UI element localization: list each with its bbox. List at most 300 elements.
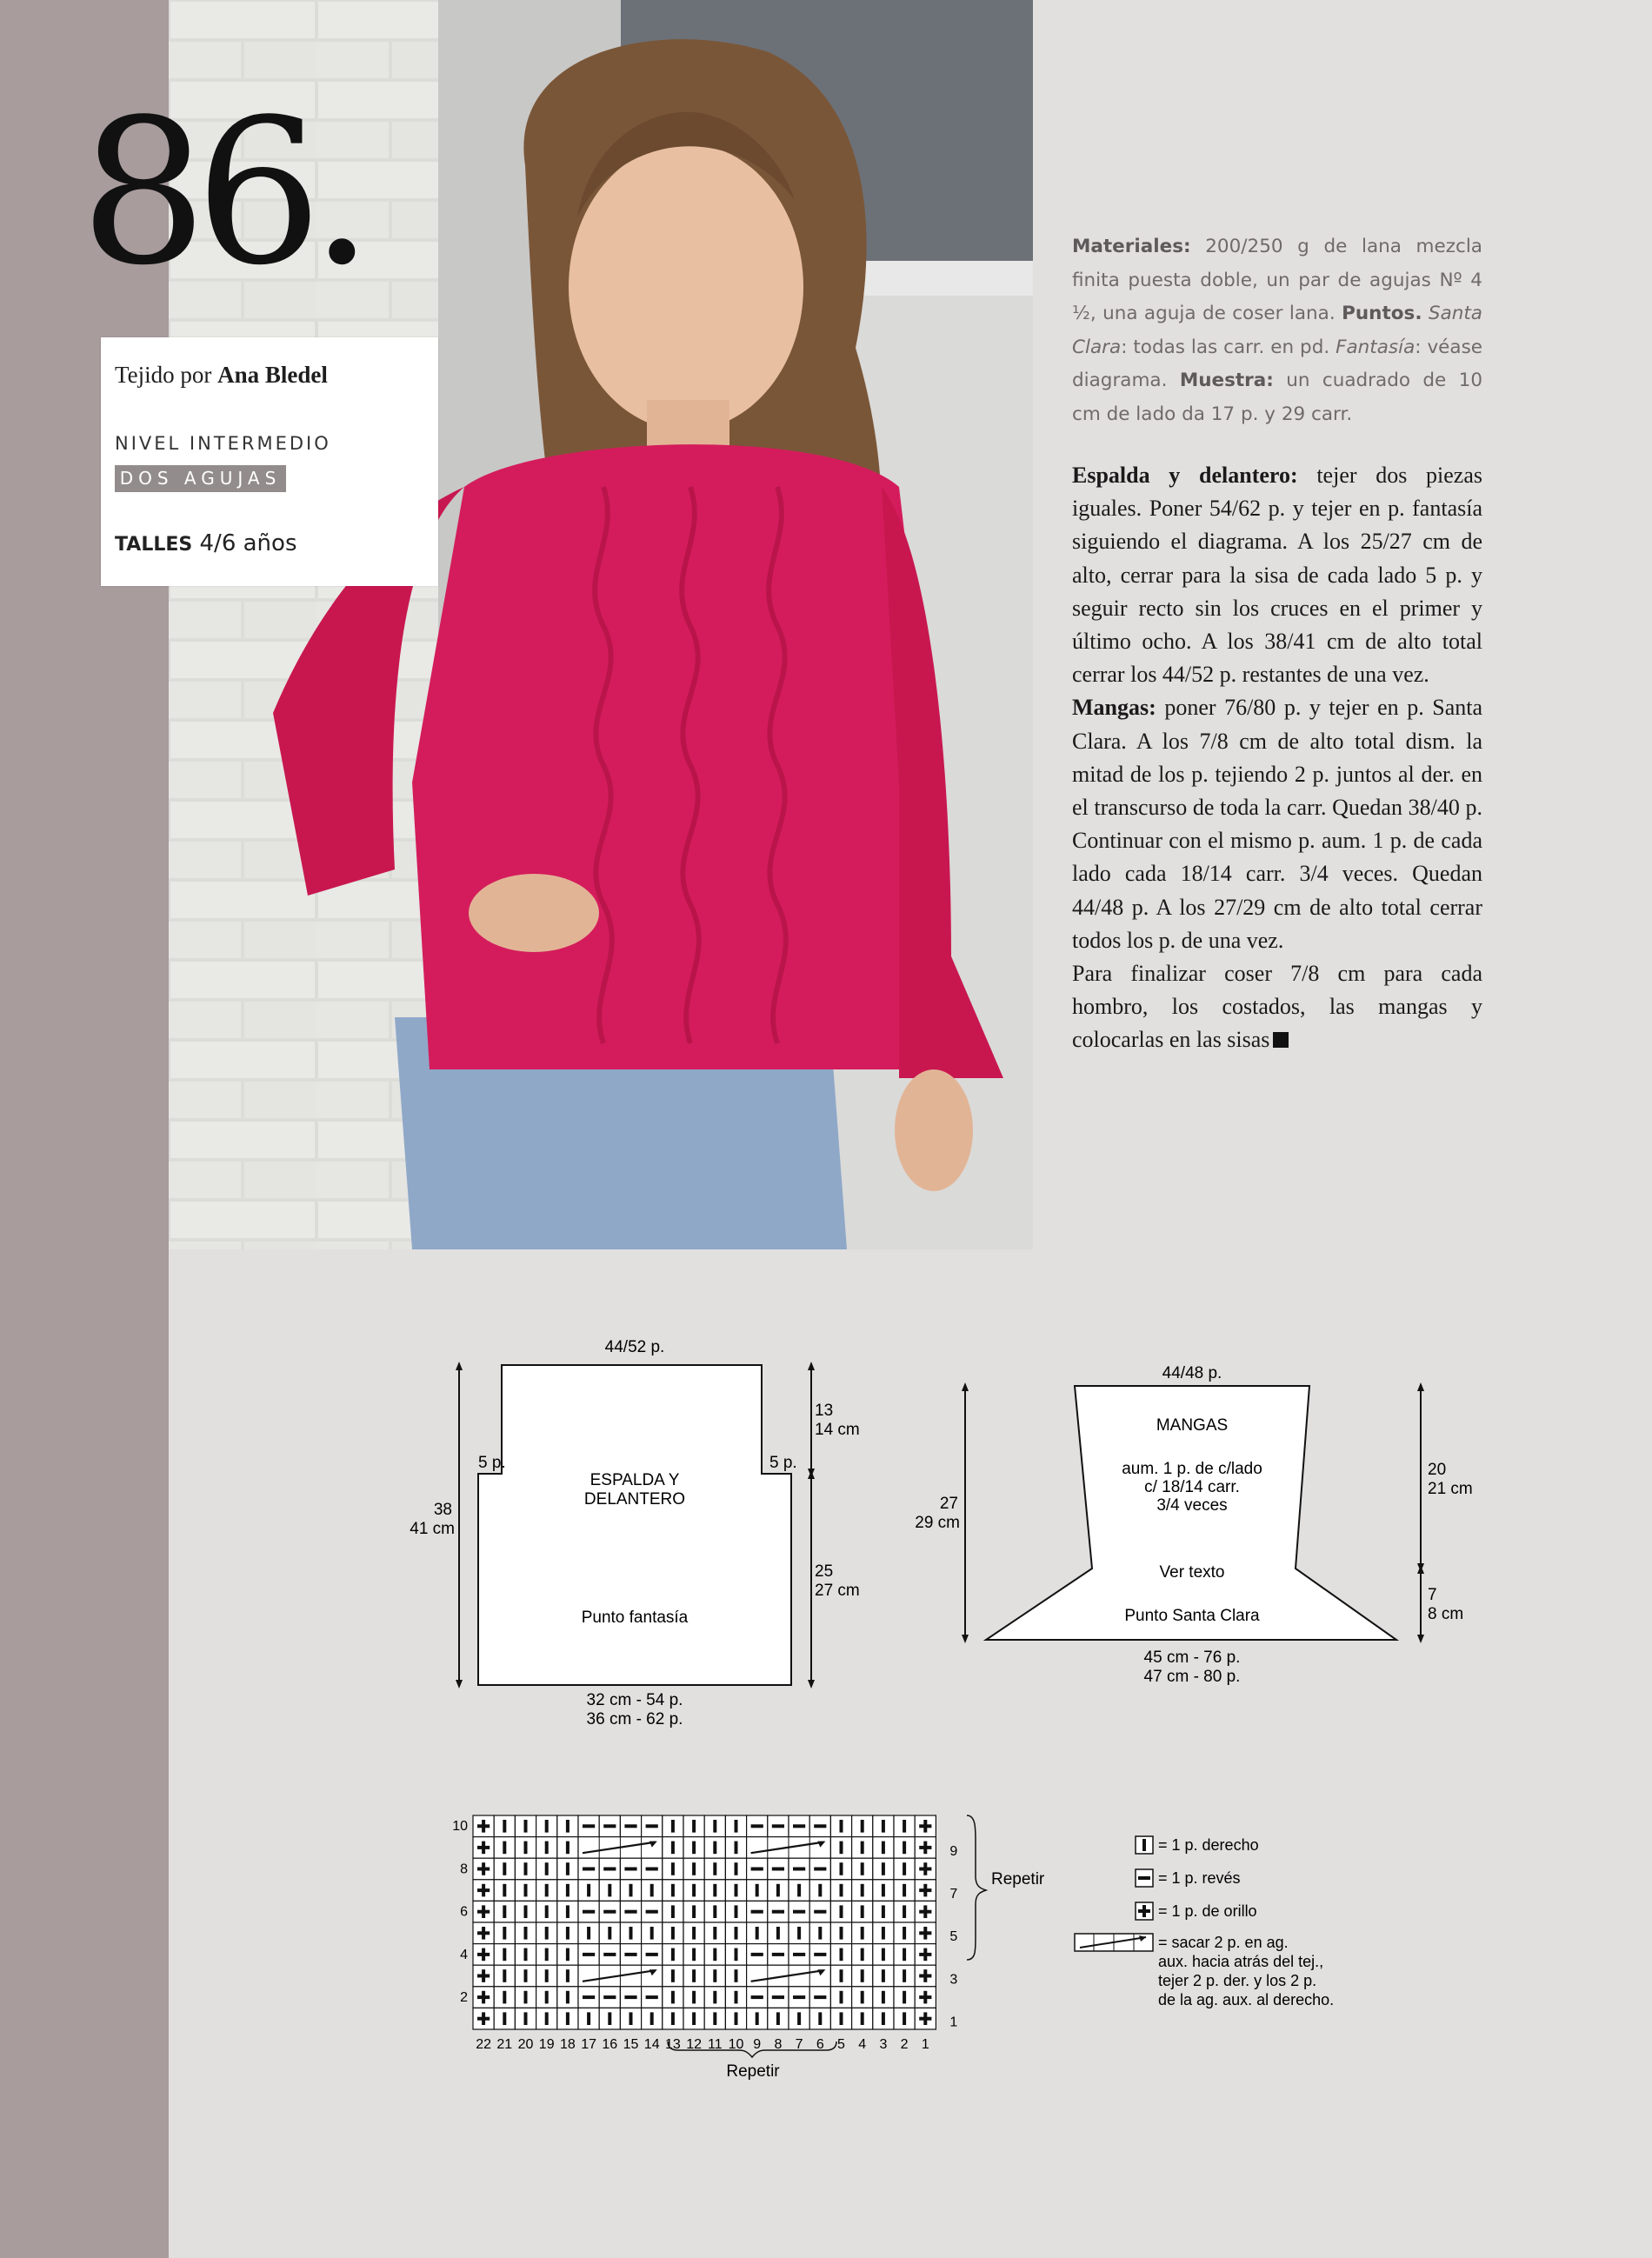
knit-cell: [536, 2008, 557, 2029]
knit-cell: [830, 1901, 851, 1922]
knit-cell: [515, 1944, 536, 1966]
legend-cable-4: de la ag. aux. al derecho.: [1158, 1991, 1335, 2008]
row-label-right: 5: [949, 1929, 958, 1945]
edge-stitch-cell: [915, 1815, 936, 1837]
knit-cell: [789, 1922, 809, 1944]
chart-legend: [1069, 1826, 1435, 2026]
purl-cell: [578, 1815, 599, 1837]
knit-cell: [873, 2008, 894, 2029]
sizes-value: 4/6 años: [199, 530, 297, 556]
knit-cell: [894, 1901, 915, 1922]
purl-cell: [809, 1858, 830, 1880]
info-box: [101, 337, 438, 586]
knit-cell: [873, 1858, 894, 1880]
knit-cell: [494, 2008, 515, 2029]
knit-cell: [494, 1965, 515, 1987]
col-label: 5: [837, 2037, 845, 2052]
knit-cell: [725, 1880, 746, 1902]
materials-text: [1072, 230, 1482, 431]
sleeve-see-text: Ver texto: [1159, 1563, 1225, 1582]
knit-cell: [663, 1901, 683, 1922]
knit-cell: [789, 2008, 809, 2029]
difficulty-level: NIVEL INTERMEDIO: [115, 433, 331, 454]
knit-cell: [557, 1880, 578, 1902]
sleeve-bottom-2: 47 cm - 80 p.: [1143, 1668, 1241, 1686]
knit-cell: [873, 1965, 894, 1987]
body-lower-2: 27 cm: [815, 1582, 860, 1600]
espalda-label: Espalda y delantero:: [1072, 463, 1298, 488]
knit-cell: [704, 2008, 725, 2029]
knit-cell: [873, 1922, 894, 1944]
col-label: 19: [538, 2037, 555, 2052]
instructions: [1072, 459, 1482, 1057]
sizes-label: TALLES: [115, 534, 193, 556]
knit-cell: [515, 1965, 536, 1987]
legend-cable-1: = sacar 2 p. en ag.: [1158, 1934, 1289, 1951]
knit-cell: [894, 1944, 915, 1966]
purl-cell: [578, 1901, 599, 1922]
knit-cell: [663, 1965, 683, 1987]
chart-right-labels: [949, 1844, 957, 2030]
knit-cell: [557, 2008, 578, 2029]
knit-cell: [830, 1815, 851, 1837]
purl-cell: [599, 1987, 620, 2008]
knit-cell: [704, 1922, 725, 1944]
knit-cell: [873, 1880, 894, 1902]
knit-cell: [747, 1880, 768, 1902]
edge-stitch-cell: [915, 1837, 936, 1859]
row-label-left: 6: [460, 1904, 468, 1920]
knit-cell: [768, 1922, 789, 1944]
mangas-paragraph: [1072, 691, 1482, 957]
knit-cell: [642, 1880, 663, 1902]
knit-cell: [683, 1815, 704, 1837]
col-label: 3: [879, 2037, 888, 2052]
purl-cell: [768, 1944, 789, 1966]
knit-cell: [557, 1922, 578, 1944]
knit-cell: [704, 1815, 725, 1837]
purl-cell: [620, 1901, 641, 1922]
byline: [115, 362, 328, 389]
edge-stitch-cell: [473, 1965, 494, 1987]
knit-cell: [852, 2008, 873, 2029]
knit-cell: [515, 2008, 536, 2029]
sleeve-upper-2: 21 cm: [1428, 1480, 1473, 1498]
end-square-icon: [1273, 1032, 1289, 1048]
edge-stitch-cell: [473, 1858, 494, 1880]
body-bottom-2: 36 cm - 62 p.: [586, 1710, 683, 1728]
cable-cell: [747, 1837, 831, 1859]
legend-purl: [1136, 1869, 1241, 1887]
body-left-notch: 5 p.: [478, 1454, 506, 1472]
col-label: 20: [517, 2037, 534, 2052]
knit-cell: [830, 1944, 851, 1966]
knit-cell: [852, 1922, 873, 1944]
designer-name: Ana Bledel: [217, 362, 328, 388]
edge-stitch-cell: [473, 1987, 494, 2008]
knit-cell: [704, 1837, 725, 1859]
sleeve-inc-2: c/ 18/14 carr.: [1144, 1478, 1240, 1496]
knit-cell: [642, 1922, 663, 1944]
purl-cell: [599, 1944, 620, 1966]
body-lower-1: 25: [815, 1562, 834, 1581]
knit-cell: [873, 1901, 894, 1922]
knit-cell: [852, 1901, 873, 1922]
purl-cell: [768, 1858, 789, 1880]
cable-cell: [747, 1965, 831, 1987]
knit-cell: [894, 1987, 915, 2008]
col-label: 22: [476, 2037, 491, 2052]
knit-cell: [704, 1880, 725, 1902]
sleeve-lower-2: 8 cm: [1428, 1605, 1464, 1623]
knit-cell: [663, 1922, 683, 1944]
edge-stitch-cell: [473, 1901, 494, 1922]
col-label: 17: [581, 2037, 596, 2052]
edge-stitch-cell: [915, 2008, 936, 2029]
knit-cell: [536, 1965, 557, 1987]
knit-cell: [725, 1815, 746, 1837]
purl-cell: [809, 1815, 830, 1837]
knit-cell: [578, 2008, 599, 2029]
legend-cable-2: aux. hacia atrás del tej.,: [1158, 1953, 1324, 1970]
legend-edge-text: = 1 p. de orillo: [1158, 1902, 1257, 1920]
purl-cell: [599, 1901, 620, 1922]
knit-cell: [683, 1858, 704, 1880]
purl-cell: [768, 1901, 789, 1922]
sleeve-total-2: 29 cm: [915, 1514, 960, 1532]
knit-cell: [620, 2008, 641, 2029]
knit-cell: [536, 1944, 557, 1966]
row-repeat-brace: [967, 1815, 986, 1960]
legend-knit: [1136, 1836, 1259, 1854]
purl-cell: [789, 1987, 809, 2008]
knit-cell: [494, 1880, 515, 1902]
legend-cable-3: tejer 2 p. der. y los 2 p.: [1158, 1972, 1317, 1989]
knit-cell: [515, 1837, 536, 1859]
knit-cell: [663, 1880, 683, 1902]
knit-cell: [620, 1880, 641, 1902]
row-label-right: 9: [949, 1843, 958, 1859]
purl-cell: [768, 1987, 789, 2008]
purl-cell: [789, 1858, 809, 1880]
body-height-2: 41 cm: [410, 1520, 455, 1538]
knit-cell: [873, 1987, 894, 2008]
sleeve-title: MANGAS: [1156, 1416, 1229, 1435]
knit-cell: [683, 1880, 704, 1902]
knit-cell: [725, 2008, 746, 2029]
knit-cell: [683, 1901, 704, 1922]
knit-cell: [536, 1987, 557, 2008]
knit-cell: [894, 2008, 915, 2029]
knit-cell: [894, 1922, 915, 1944]
knit-cell: [557, 1965, 578, 1987]
knit-cell: [663, 1944, 683, 1966]
body-title-1: ESPALDA Y: [590, 1471, 680, 1489]
materiales-text: 200/250 g de lana mezcla finita puesta doble, un par de agujas Nº 4 ½, una aguja de coser lana.: [1072, 236, 1482, 324]
legend-knit-text: = 1 p. derecho: [1158, 1836, 1259, 1854]
knit-cell: [873, 1944, 894, 1966]
sizes: [115, 530, 297, 556]
knit-cell: [620, 1922, 641, 1944]
purl-cell: [620, 1987, 641, 2008]
knit-cell: [683, 1987, 704, 2008]
knit-cell: [557, 1901, 578, 1922]
knit-cell: [494, 1944, 515, 1966]
edge-stitch-cell: [915, 1922, 936, 1944]
knit-cell: [704, 1901, 725, 1922]
edge-stitch-cell: [915, 1880, 936, 1902]
knit-cell: [873, 1837, 894, 1859]
cable-cell: [578, 1837, 663, 1859]
knit-cell: [536, 1815, 557, 1837]
knit-cell: [894, 1880, 915, 1902]
knit-cell: [830, 1880, 851, 1902]
knit-cell: [642, 2008, 663, 2029]
col-label: 9: [753, 2037, 762, 2052]
knit-cell: [725, 1901, 746, 1922]
knit-cell: [725, 1922, 746, 1944]
knit-cell: [852, 1837, 873, 1859]
sleeve-top-width: 44/48 p.: [1162, 1364, 1222, 1382]
sleeve-inc-3: 3/4 veces: [1156, 1496, 1228, 1515]
knit-cell: [578, 1922, 599, 1944]
purl-cell: [578, 1987, 599, 2008]
knit-cell: [515, 1901, 536, 1922]
knit-cell: [494, 1837, 515, 1859]
body-title-2: DELANTERO: [583, 1490, 686, 1509]
knit-cell: [494, 1922, 515, 1944]
knit-cell: [683, 1837, 704, 1859]
purl-cell: [599, 1815, 620, 1837]
knit-cell: [515, 1922, 536, 1944]
knit-cell: [663, 1858, 683, 1880]
knit-cell: [894, 1837, 915, 1859]
knit-cell: [663, 1837, 683, 1859]
knit-cell: [663, 1987, 683, 2008]
knit-cell: [536, 1922, 557, 1944]
sleeve-lower-1: 7: [1428, 1586, 1437, 1604]
knit-cell: [725, 1944, 746, 1966]
knit-cell: [704, 1987, 725, 2008]
knit-cell: [599, 1922, 620, 1944]
edge-stitch-cell: [915, 1901, 936, 1922]
knit-cell: [873, 1815, 894, 1837]
row-label-left: 8: [460, 1862, 468, 1877]
knit-cell: [747, 2008, 768, 2029]
purl-cell: [642, 1815, 663, 1837]
edge-stitch-cell: [915, 1858, 936, 1880]
knit-cell: [809, 2008, 830, 2029]
purl-cell: [620, 1944, 641, 1966]
edge-stitch-cell: [473, 1944, 494, 1966]
knit-cell: [725, 1837, 746, 1859]
knit-cell: [536, 1901, 557, 1922]
purl-cell: [789, 1944, 809, 1966]
santa-clara-text: : todas las carr. en pd.: [1121, 336, 1330, 358]
col-label: 7: [795, 2037, 803, 2052]
knit-cell: [704, 1965, 725, 1987]
col-label: 16: [602, 2037, 618, 2052]
row-label-left: 2: [460, 1990, 468, 2006]
knit-cell: [768, 1880, 789, 1902]
edge-stitch-cell: [915, 1965, 936, 1987]
col-label: 1: [921, 2037, 929, 2052]
knit-cell: [894, 1858, 915, 1880]
col-label: 12: [686, 2037, 702, 2052]
knit-cell: [557, 1858, 578, 1880]
knit-cell: [663, 2008, 683, 2029]
muestra-label: Muestra:: [1179, 370, 1274, 391]
puntos-label: Puntos.: [1342, 303, 1422, 324]
knit-cell: [830, 1837, 851, 1859]
purl-cell: [809, 1944, 830, 1966]
knit-cell: [536, 1837, 557, 1859]
purl-cell: [620, 1858, 641, 1880]
chart-left-labels: [452, 1819, 468, 2005]
col-label: 11: [707, 2037, 723, 2052]
santa-clara-label: Santa Clara: [1072, 303, 1482, 358]
legend-cable: [1075, 1934, 1334, 2008]
col-label: 4: [858, 2037, 867, 2052]
purl-cell: [747, 1858, 768, 1880]
purl-cell: [642, 1858, 663, 1880]
sleeve-total-1: 27: [939, 1495, 958, 1513]
body-height-1: 38: [433, 1501, 452, 1519]
edge-stitch-cell: [915, 1987, 936, 2008]
purl-cell: [747, 1944, 768, 1966]
sleeve-inc-1: aum. 1 p. de c/lado: [1122, 1460, 1262, 1478]
knit-cell: [894, 1815, 915, 1837]
cable-cell: [578, 1965, 663, 1987]
muestra-text: un cuadrado de 10 cm de lado da 17 p. y 29 carr.: [1072, 370, 1482, 425]
knit-cell: [852, 1880, 873, 1902]
stitch-chart: [443, 1807, 1052, 2094]
body-stitch: Punto fantasía: [581, 1609, 689, 1627]
col-label: 8: [774, 2037, 783, 2052]
row-label-right: 1: [949, 2015, 958, 2030]
knit-cell: [768, 2008, 789, 2029]
knit-cell: [557, 1815, 578, 1837]
col-label: 10: [728, 2037, 744, 2052]
technique-badge: DOS AGUJAS: [115, 465, 286, 492]
knit-cell: [536, 1880, 557, 1902]
knit-cell: [494, 1901, 515, 1922]
purl-cell: [747, 1901, 768, 1922]
edge-stitch-cell: [473, 2008, 494, 2029]
knit-cell: [494, 1815, 515, 1837]
col-label: 15: [623, 2037, 639, 2052]
knit-cell: [557, 1987, 578, 2008]
purl-cell: [747, 1815, 768, 1837]
sleeve-upper-1: 20: [1428, 1461, 1447, 1479]
espalda-paragraph: [1072, 459, 1482, 691]
knit-cell: [683, 1944, 704, 1966]
purl-cell: [642, 1901, 663, 1922]
purl-cell: [642, 1944, 663, 1966]
knit-cell: [830, 1858, 851, 1880]
sleeve-bottom-1: 45 cm - 76 p.: [1143, 1649, 1241, 1667]
purl-cell: [768, 1815, 789, 1837]
knit-cell: [515, 1815, 536, 1837]
knit-cell: [557, 1944, 578, 1966]
edge-stitch-cell: [473, 1880, 494, 1902]
knit-cell: [852, 1944, 873, 1966]
knit-cell: [578, 1880, 599, 1902]
knit-cell: [515, 1858, 536, 1880]
knit-cell: [683, 1922, 704, 1944]
knit-cell: [494, 1858, 515, 1880]
knit-cell: [852, 1965, 873, 1987]
knit-cell: [725, 1987, 746, 2008]
knit-cell: [704, 1944, 725, 1966]
purl-cell: [747, 1987, 768, 2008]
body-top-width: 44/52 p.: [604, 1338, 665, 1356]
espalda-text: tejer dos piezas iguales. Poner 54/62 p. y tejer en p. fantasía siguiendo el diagrama. A los 25/27 cm de alto, cerrar para la sisa de cada lado 5 p. y seguir recto sin los cruces en el primer y último ocho. A los 38/41 cm de alto total cerrar los 44/52 p. restantes de una vez.: [1072, 463, 1482, 688]
mangas-text: poner 76/80 p. y tejer en p. Santa Clara. A los 7/8 cm de alto total dism. la mitad de los p. tejiendo 2 p. juntos al der. en el transcurso de toda la carr. Quedan 38/40 p. Continuar con el mismo p. aum. 1 p. de cada lado cada 18/14 carr. 3/4 veces. Quedan 44/48 p. A los 27/29 cm de alto total cerrar todos los p. de una vez.: [1072, 695, 1482, 953]
body-schematic: [383, 1322, 904, 1739]
legend-purl-text: = 1 p. revés: [1158, 1869, 1241, 1887]
body-armhole-1: 13: [815, 1402, 834, 1420]
knit-cell: [789, 1880, 809, 1902]
row-label-right: 7: [949, 1887, 958, 1902]
edge-stitch-cell: [915, 1944, 936, 1966]
col-label: 21: [496, 2037, 513, 2052]
knit-cell: [852, 1987, 873, 2008]
fantasia-label: Fantasía: [1336, 336, 1416, 358]
knit-cell: [809, 1880, 830, 1902]
edge-stitch-cell: [473, 1922, 494, 1944]
knit-cell: [830, 1965, 851, 1987]
edge-stitch-cell: [473, 1815, 494, 1837]
knit-cell: [557, 1837, 578, 1859]
body-shape: [478, 1365, 791, 1685]
knit-cell: [830, 1987, 851, 2008]
col-label: 6: [816, 2037, 824, 2052]
row-label-left: 10: [452, 1819, 468, 1835]
body-armhole-2: 14 cm: [815, 1421, 860, 1439]
knit-cell: [725, 1858, 746, 1880]
knit-cell: [830, 2008, 851, 2029]
row-repeat-label: Repetir: [991, 1870, 1045, 1888]
knit-cell: [663, 1815, 683, 1837]
knit-cell: [683, 2008, 704, 2029]
knit-cell: [515, 1987, 536, 2008]
sleeve-stitch: Punto Santa Clara: [1124, 1607, 1260, 1625]
knit-cell: [809, 1922, 830, 1944]
col-label: 13: [665, 2037, 681, 2052]
knit-cell: [852, 1858, 873, 1880]
row-label-right: 3: [949, 1972, 958, 1988]
col-label: 14: [643, 2037, 660, 2052]
body-bottom-1: 32 cm - 54 p.: [586, 1691, 683, 1709]
col-label: 2: [900, 2037, 909, 2052]
knit-cell: [852, 1815, 873, 1837]
purl-cell: [620, 1815, 641, 1837]
purl-cell: [809, 1901, 830, 1922]
finish-paragraph: [1072, 957, 1482, 1057]
col-label: 18: [560, 2037, 576, 2052]
legend-edge: [1136, 1902, 1257, 1920]
materiales-label: Materiales:: [1072, 236, 1191, 257]
knit-cell: [894, 1965, 915, 1987]
purl-cell: [789, 1815, 809, 1837]
knit-cell: [704, 1858, 725, 1880]
finish-text: Para finalizar coser 7/8 cm para cada hombro, los costados, las mangas y colocarlas en las sisas: [1072, 961, 1482, 1053]
edge-stitch-cell: [473, 1837, 494, 1859]
fantasia-text: : véase diagrama.: [1072, 336, 1482, 391]
row-label-left: 4: [460, 1947, 468, 1962]
pattern-number: 86.: [80, 77, 362, 310]
